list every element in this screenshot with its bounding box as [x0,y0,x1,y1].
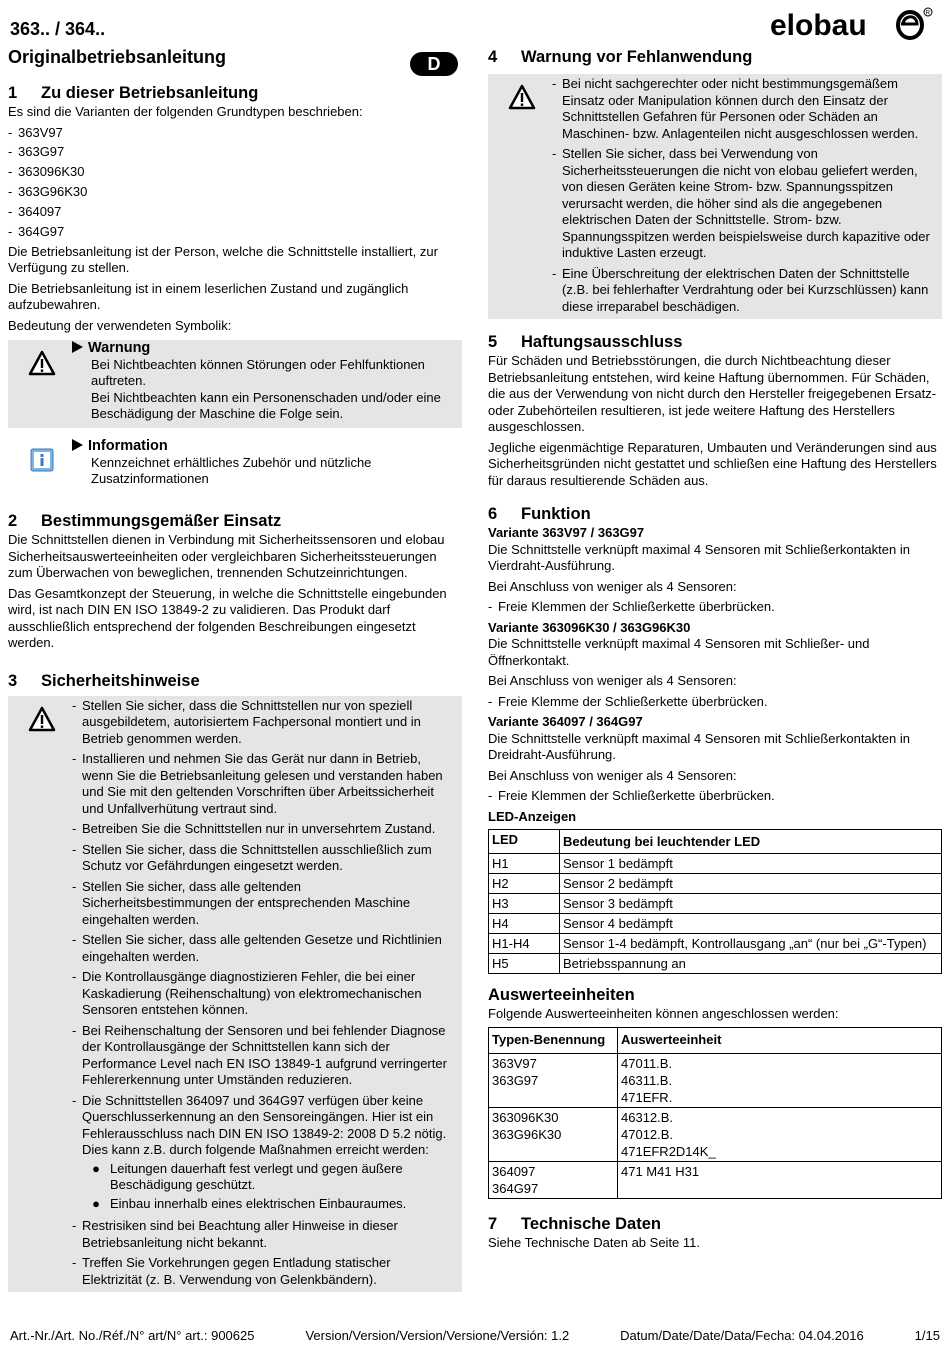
paragraph: Die Betriebsanleitung ist in einem leserlichen Zustand und zugänglich aufzubewahren. [8,280,409,313]
table-header-cell: Typen-Benennung [489,1027,618,1053]
brand-name: elobau [770,9,867,42]
arrow-right-icon [72,341,83,353]
bullet-icon: ● [92,1195,100,1211]
section-4-heading: 4 Warnung vor Fehlanwendung [488,48,753,66]
warning-triangle-icon [28,706,56,732]
paragraph: Die Schnittstelle verknüpft maximal 4 Sensoren mit Schließerkontakten in Dreidraht-Ausführung. [488,730,910,762]
information-description: Kennzeichnet erhältliches Zubehör und nützliche Zusatzinformationen [91,454,372,487]
arrow-right-icon [72,439,83,451]
bullet-item: ● Einbau innerhalb eines elektrischen Einbauraumes. [82,1196,454,1213]
evaluation-units-table [488,1027,942,1199]
table-header-row [489,830,942,854]
document-number: 363.. / 364.. [10,19,106,39]
paragraph: Bedeutung der verwendeten Symbolik: [8,317,232,333]
table-row [489,874,942,894]
list-item: - 363G96K30 [8,184,88,200]
paragraph: Bei Anschluss von weniger als 4 Sensoren: [488,673,737,688]
section-1-heading: 1 Zu dieser Betriebsanleitung [8,84,259,102]
table-cell: H3 [489,894,560,914]
table-cell: H5 [489,954,560,974]
warning-symbol-box [8,340,462,428]
safety-notes-list [72,698,454,1289]
list-item: - Installieren und nehmen Sie das Gerät nur dann in Betrieb, wenn Sie die Betriebsanleitung gelesen und verstanden haben und Sie mit den geltenden Vorschriften über Arbeitssicherheit und Unfallverhütung vertraut sind. [72,751,443,816]
paragraph: Für Schäden und Betriebsstörungen, die durch Nichtbeachtung dieser Betriebsanleitung entstehen, wird keine Haftung übernommen. Für Schäden, die aus der Verwendung von nicht durch den Hersteller freigegebenen Ersatz- oder Zubehörteilen resultieren, ist jede weitere Haftung des Herstellers ausgeschlossen. [488,353,937,434]
list-item: - Treffen Sie Vorkehrungen gegen Entladung statischer Elektrizität (z. B. Verwendung von Gelenkbändern). [72,1255,391,1287]
paragraph: Siehe Technische Daten ab Seite 11. [488,1234,700,1250]
list-item: - Die Schnittstellen 364097 und 364G97 verfügen über keine Querschlusserkennung an den Sensoreingängen. Hier ist ein Fehlerausschluss nach DIN EN ISO 13849-2: 2008 D 5.2 nötig. Dies kann z.B. durch folgende Maßnahmen erreicht werden: [72,1092,447,1158]
table-row [489,1107,942,1161]
list-item: - 364097 [8,204,62,220]
table-header-cell: Auswerteeinheit [618,1027,942,1053]
information-label: Information [72,438,456,455]
list-item: - Stellen Sie sicher, dass alle geltenden Sicherheitsbestimmungen der entsprechenden Maschine eingehalten werden. [72,878,411,927]
section-2-heading: 2 Bestimmungsgemäßer Einsatz [8,512,282,531]
paragraph: Die Schnittstelle verknüpft maximal 4 Sensoren mit Schließer- und Öffnerkontakt. [488,636,870,668]
table-cell: Sensor 4 bedämpft [560,914,942,934]
table-cell: Sensor 2 bedämpft [560,874,942,894]
section-3-heading: 3 Sicherheitshinweise [8,671,200,690]
paragraph: Folgende Auswerteeinheiten können angeschlossen werden: [488,1006,839,1021]
date-info: Datum/Date/Date/Data/Fecha: 04.04.2016 [620,1328,864,1343]
list-item: - 363096K30 [8,164,85,180]
variant-1-heading: Variante 363V97 / 363G97 [488,525,645,540]
paragraph: Die Schnittstelle verknüpft maximal 4 Sensoren mit Schließerkontakten in Vierdraht-Ausführung. [488,541,910,573]
list-item: - 363V97 [8,124,63,140]
table-cell: Sensor 1-4 bedämpft, Kontrollausgang „an“ (nur bei „G“-Typen) [560,934,942,954]
safety-notes-box [8,696,462,1293]
list-item: - Stellen Sie sicher, dass alle geltenden Gesetze und Richtlinien eingehalten werden. [72,932,442,964]
bullet-item: ● Leitungen dauerhaft fest verlegt und gegen äußere Beschädigung geschützt. [82,1161,454,1194]
warning-label: Warnung [72,340,456,357]
list-item: - Stellen Sie sicher, dass die Schnittstellen nur von speziell ausgebildetem, autorisiertem Fachpersonal montiert und in Betrieb genommen werden. [72,697,421,746]
paragraph: Jegliche eigenmächtige Reparaturen, Umbauten und Veränderungen sind aus Sicherheitsgründen nicht gestattet und schließen eine Haftung des Herstellers für daraus resultierende Schäden aus. [488,439,937,488]
list-item: - Bei Reihenschaltung der Sensoren und bei fehlender Diagnose der Kontrollausgänge der Schnittstellen kann sich der Performance Level nach EN ISO 13849-1 aufgrund verringerter Fehlererkennung unter Umständen reduzieren. [72,1022,447,1088]
table-cell: Sensor 1 bedämpft [560,854,942,874]
table-cell: H4 [489,914,560,934]
paragraph: Das Gesamtkonzept der Steuerung, in welche die Schnittstelle eingebunden wird, ist nach DIN EN ISO 13849-2 zu validieren. Das Produkt darf ausschließlich entsprechend der folgenden Beschreibungen eingesetzt werden. [8,585,447,651]
table-cell: H2 [489,874,560,894]
table-row [489,914,942,934]
section-1-intro: Es sind die Varianten der folgenden Grundtypen beschrieben: [8,104,363,119]
paragraph: Bei Anschluss von weniger als 4 Sensoren: [488,767,737,783]
section-5-heading: 5 Haftungsausschluss [488,333,683,351]
page-footer [10,1328,940,1345]
page-number: 1/15 [914,1328,940,1343]
list-item: - Eine Überschreitung der elektrischen Daten der Schnittstelle (z.B. bei fehlerhafter Verdrahtung oder bei Kurzschlüssen) kann diese irreparabel beschädigen. [552,265,929,314]
table-cell: H1-H4 [489,934,560,954]
paragraph: Die Betriebsanleitung ist der Person, welche die Schnittstelle installiert, zur Verfügung zu stellen. [8,243,438,276]
list-item: - Betreiben Sie die Schnittstellen nur in unversehrtem Zustand. [72,821,436,837]
table-row [489,854,942,874]
table-cell: 47011.B. 46311.B. 471EFR. [618,1053,942,1107]
brand-logo-graphic [768,4,938,44]
article-number: Art.-Nr./Art. No./Réf./N° art/N° art.: 900625 [10,1328,255,1343]
warning-description: Bei Nichtbeachten können Störungen oder Fehlfunktionen auftreten. Bei Nichtbeachten kann ein Personenschaden und/oder eine Beschädigung der Maschine die Folge sein. [91,356,441,422]
information-symbol-box [8,438,462,502]
table-header-cell: LED [489,830,560,854]
table-cell: Sensor 3 bedämpft [560,894,942,914]
measures-list [72,1161,454,1213]
version-info: Version/Version/Version/Versione/Versión: 1.2 [305,1328,570,1343]
table-row [489,894,942,914]
bullet-icon: ● [92,1160,100,1176]
type-list [8,125,462,241]
language-badge: D [410,52,458,76]
led-table-heading: LED-Anzeigen [488,808,577,824]
table-cell: 364097 364G97 [489,1161,618,1198]
list-item: - Bei nicht sachgerechter oder nicht bestimmungsgemäßem Einsatz oder Manipulation können durch den Einsatz der Schnittstellen Gefahren für Personen oder Schäden an Maschinen- bzw. Anlagenteilen nicht ausgeschlossen werden. [552,76,919,141]
table-cell: 363V97 363G97 [489,1053,618,1107]
table-header-row [489,1027,942,1053]
table-row [489,954,942,974]
section-7-heading: 7 Technische Daten [488,1214,661,1233]
evaluation-units-heading: Auswerteeinheiten [488,986,635,1004]
table-header-cell: Bedeutung bei leuchtender LED [560,830,942,854]
elobau-logo [768,4,938,44]
table-row [489,1161,942,1198]
table-cell: H1 [489,854,560,874]
misuse-warning-box [488,74,942,319]
document-title: Originalbetriebsanleitung [8,47,227,67]
variant-2-heading: Variante 363096K30 / 363G96K30 [488,619,691,635]
svg-text:R: R [925,10,931,17]
list-item: - 363G97 [8,144,65,160]
warning-triangle-icon [508,84,536,110]
variant-3-heading: Variante 364097 / 364G97 [488,714,643,729]
table-row [489,1053,942,1107]
table-cell: 46312.B. 47012.B. 471EFR2D14K_ [618,1107,942,1161]
paragraph: Bei Anschluss von weniger als 4 Sensoren: [488,578,737,594]
right-column [488,44,942,1255]
information-icon [30,448,54,472]
list-item: - Freie Klemme der Schließerkette überbrücken. [488,693,768,709]
table-cell: 471 M41 H31 [618,1161,942,1198]
table-cell: 363096K30 363G96K30 [489,1107,618,1161]
table-cell: Betriebsspannung an [560,954,942,974]
left-column [8,44,462,1292]
list-item: - Restrisiken sind bei Beachtung aller Hinweise in dieser Betriebsanleitung nicht bekannt. [72,1218,398,1250]
list-item: - Stellen Sie sicher, dass bei Verwendung von Sicherheitssteuerungen die nicht von elobau geliefert werden, von diesen Geräten keine Strom- bzw. Spannungsspitzen verursacht werden, die höher sind als die angegebenen elektrischen Daten der Schnittstelle. Strom- bzw. Spannungsspitzen werden beispielsweise durch kapazitive oder induktive Lasten erzeugt. [552,146,930,260]
table-row [489,934,942,954]
list-item: - Stellen Sie sicher, dass die Schnittstellen ausschließlich zum Schutz vor Gefährdungen eingesetzt werden. [72,841,432,874]
section-6-heading: 6 Funktion [488,505,591,523]
paragraph: Die Schnittstellen dienen in Verbindung mit Sicherheitssensoren und elobau Sicherheitsauswerteeinheiten oder vergleichbaren Sicherheitssteuerungen zum Überwachen von beweglichen, trennenden Schutzeinrichtungen. [8,532,445,581]
warning-triangle-icon [28,350,56,376]
misuse-warning-list [552,76,934,315]
list-item: - Freie Klemmen der Schließerkette überbrücken. [488,788,775,803]
list-item: - 364G97 [8,223,65,239]
led-table [488,829,942,974]
list-item: - Freie Klemmen der Schließerkette überbrücken. [488,599,775,614]
list-item: - Die Kontrollausgänge diagnostizieren Fehler, die bei einer Kaskadierung (Reihenschaltung) von elektromechanischen Sensoren entstehen können. [72,969,422,1018]
